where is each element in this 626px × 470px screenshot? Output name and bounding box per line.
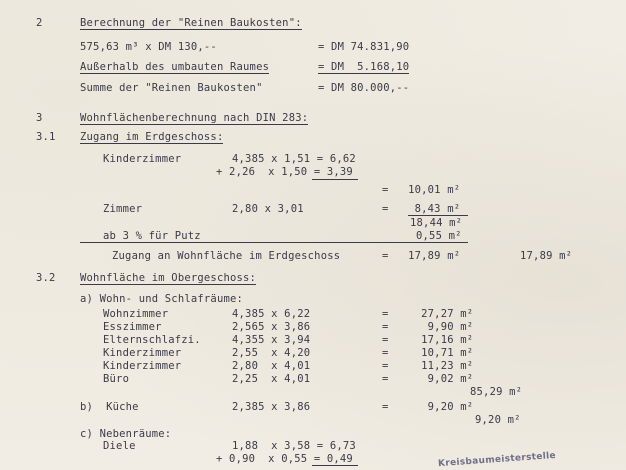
kinderzimmer-calc-1: 4,385 x 1,51 = 6,62	[232, 153, 356, 165]
room-result: = 17,16 m²	[382, 334, 474, 346]
room-result: = 11,23 m²	[382, 360, 474, 372]
group-c-label: c) Nebenräume:	[80, 428, 172, 440]
zimmer-result: = 8,43 m²	[382, 203, 461, 215]
room-result: = 9,02 m²	[382, 373, 474, 385]
cost-line-1-value: = DM 74.831,90	[318, 41, 410, 53]
office-stamp: Kreisbaumeisterstelle	[437, 450, 557, 470]
diele-calc-2: + 0,90 x 0,55 = 0,49	[216, 453, 353, 465]
section-3-heading: Wohnflächenberechnung nach DIN 283:	[80, 112, 309, 124]
room-calc: 2,565 x 3,86	[232, 321, 311, 333]
cost-line-2-value: = DM 5.168,10	[318, 61, 410, 73]
cost-sum-value: = DM 80.000,--	[318, 82, 410, 94]
section-3-number: 3	[36, 112, 43, 124]
kueche-calc: 2,385 x 3,86	[232, 401, 311, 413]
cost-line-2-label: Außerhalb des umbauten Raumes	[80, 61, 270, 73]
cost-sum-label: Summe der "Reinen Baukosten"	[80, 82, 263, 94]
section-3-2-heading: Wohnfläche im Obergeschoss:	[80, 272, 257, 284]
diele-calc-1: 1,88 x 3,58 = 6,73	[232, 440, 356, 452]
room-result: = 9,90 m²	[382, 321, 474, 333]
putz-value: 0,55 m²	[416, 230, 462, 242]
cost-line-1-label: 575,63 m³ x DM 130,--	[80, 41, 217, 53]
room-name: Büro	[103, 373, 130, 385]
section-3-1-number: 3.1	[36, 131, 56, 143]
section-3-1-heading: Zugang im Erdgeschoss:	[80, 131, 224, 143]
group-b-sum: 9,20 m²	[475, 414, 521, 426]
zimmer-label: Zimmer	[103, 203, 143, 215]
room-result: = 27,27 m²	[382, 308, 474, 320]
room-name: Kinderzimmer	[103, 360, 182, 372]
zugang-total: 17,89 m²	[520, 250, 573, 262]
erdgeschoss-subtotal: 18,44 m²	[410, 217, 463, 229]
zimmer-calc: 2,80 x 3,01	[232, 203, 304, 215]
room-calc: 2,80 x 4,01	[232, 360, 311, 372]
group-a-label: a) Wohn- und Schlafräume:	[80, 293, 244, 305]
room-calc: 2,25 x 4,01	[232, 373, 311, 385]
room-calc: 4,355 x 3,94	[232, 334, 311, 346]
diele-underline	[312, 465, 358, 466]
calc-underline	[312, 179, 358, 180]
section-2-heading: Berechnung der "Reinen Baukosten":	[80, 17, 302, 29]
subtotal-line	[408, 215, 468, 216]
kinderzimmer-result: = 10,01 m²	[382, 184, 461, 196]
room-name: Wohnzimmer	[103, 308, 169, 320]
section-2-number: 2	[36, 17, 43, 29]
room-name: Elternschlafzi.	[103, 334, 201, 346]
zugang-rule	[80, 242, 468, 243]
kinderzimmer-label: Kinderzimmer	[103, 153, 182, 165]
zugang-value: = 17,89 m²	[382, 250, 461, 262]
group-a-sum: 85,29 m²	[470, 386, 523, 398]
room-result: = 10,71 m²	[382, 347, 474, 359]
kueche-result: = 9,20 m²	[382, 401, 474, 413]
section-3-2-number: 3.2	[36, 272, 56, 284]
room-name: Kinderzimmer	[103, 347, 182, 359]
room-calc: 4,385 x 6,22	[232, 308, 311, 320]
diele-label: Diele	[103, 440, 136, 452]
group-b-label: b) Küche	[80, 401, 139, 413]
room-name: Esszimmer	[103, 321, 162, 333]
zugang-label: Zugang an Wohnfläche im Erdgeschoss	[112, 250, 341, 262]
putz-label: ab 3 % für Putz	[103, 230, 201, 242]
room-calc: 2,55 x 4,20	[232, 347, 311, 359]
kinderzimmer-calc-2: + 2,26 x 1,50 = 3,39	[216, 166, 353, 178]
